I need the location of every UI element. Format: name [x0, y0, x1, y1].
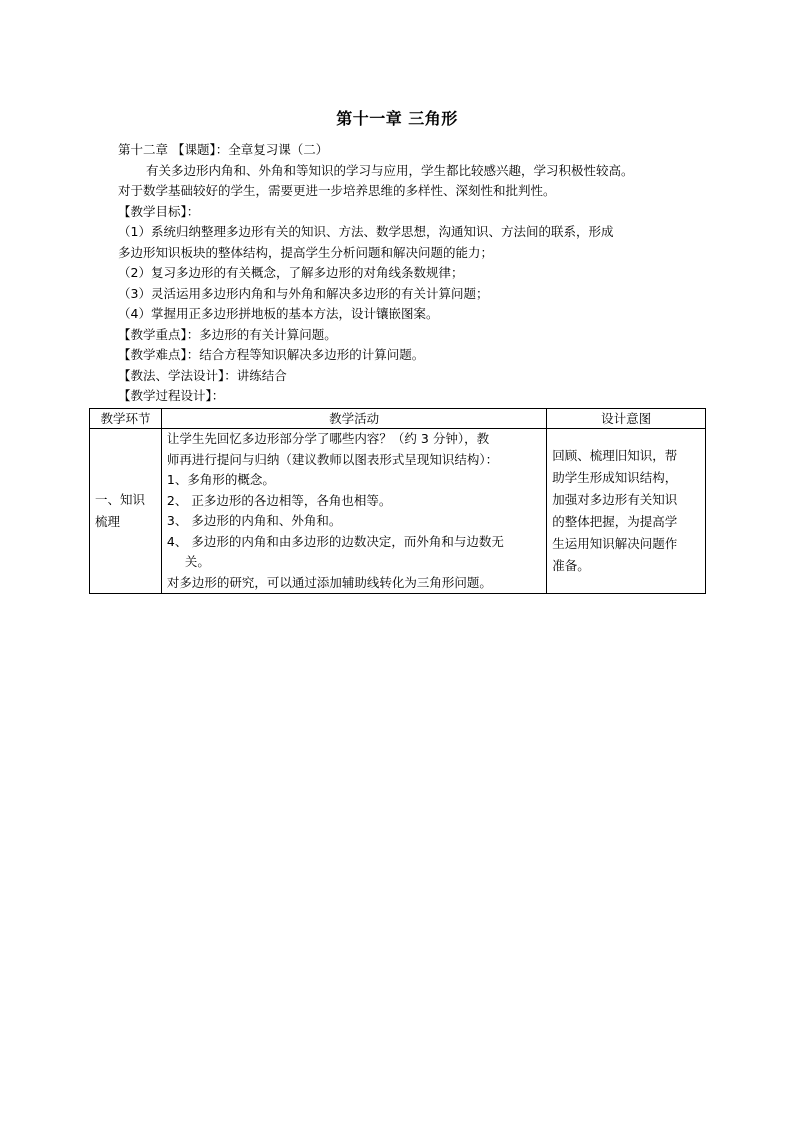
- process-heading: 【教学过程设计】：: [118, 388, 225, 403]
- intent-line: 准备。: [552, 558, 590, 573]
- stage-cell: [90, 429, 162, 594]
- intro-line-1: 有关多边形内角和、外角和等知识的学习与应用，学生都比较感兴趣，学习积极性较高。: [146, 162, 634, 178]
- table-row: [90, 429, 706, 594]
- activity-item: 3、 多边形的内角和、外角和。: [166, 513, 342, 528]
- method: 【教法、学法设计】：讲练结合: [118, 367, 287, 383]
- intent-cell: [547, 429, 706, 594]
- intro-line-2: 对于数学基础较好的学生，需要更进一步培养思维的多样性、深刻性和批判性。: [118, 183, 556, 198]
- activity-item: 1、多角形的概念。: [166, 472, 275, 487]
- activity-item: 2、 正多边形的各边相等，各角也相等。: [166, 492, 392, 508]
- goals-heading: 【教学目标】：: [118, 203, 200, 219]
- lesson-body: [118, 140, 688, 407]
- intent-line: 回顾、梳理旧知识，帮: [552, 448, 678, 463]
- stage-label-a: 一、知识: [95, 492, 146, 507]
- goal-1a: （1）系统归纳整理多边形有关的知识、方法、数学思想，沟通知识、方法间的联系，形成: [118, 224, 614, 239]
- activity-line: 师再进行提问与归纳（建议教师以图表形式呈现知识结构）：: [166, 451, 499, 467]
- course-line: 第十二章 【课题】：全章复习课（二）: [118, 142, 329, 157]
- process-table: [89, 408, 706, 594]
- table-header-row: [90, 409, 706, 429]
- intent-line: 的整体把握，为提高学: [552, 514, 678, 529]
- goal-2: （2）复习多边形的有关概念，了解多边形的对角线条数规律；: [118, 265, 464, 280]
- key-point: 【教学重点】：多边形的有关计算问题。: [118, 326, 337, 342]
- intent-line: 助学生形成知识结构，: [552, 470, 678, 485]
- activity-item-cont: 关。: [184, 554, 210, 569]
- activity-cell: [161, 429, 546, 594]
- activity-item: 4、 多边形的内角和由多边形的边数决定，而外角和与边数无: [166, 533, 504, 549]
- header-stage: 教学环节: [90, 409, 162, 429]
- intent-line: 生运用知识解决问题作: [552, 536, 678, 551]
- stage-label-b: 梳理: [95, 514, 121, 529]
- goal-4: （4）掌握用正多边形拼地板的基本方法，设计镶嵌图案。: [118, 306, 439, 321]
- goal-3: （3）灵活运用多边形内角和与外角和解决多边形的有关计算问题；: [118, 285, 489, 301]
- activity-line: 对多边形的研究，可以通过添加辅助线转化为三角形问题。: [166, 574, 492, 590]
- goal-1b: 多边形知识板块的整体结构，提高学生分析问题和解决问题的能力；: [118, 244, 494, 260]
- difficulty: 【教学难点】：结合方程等知识解决多边形的计算问题。: [118, 347, 425, 362]
- activity-line: 让学生先回忆多边形部分学了哪些内容？（约 3 分钟），教: [166, 431, 490, 446]
- intent-line: 加强对多边形有关知识: [552, 492, 678, 507]
- page-title: 第十一章 三角形: [336, 109, 458, 128]
- header-activity: 教学活动: [161, 409, 546, 429]
- header-intent: 设计意图: [547, 409, 706, 429]
